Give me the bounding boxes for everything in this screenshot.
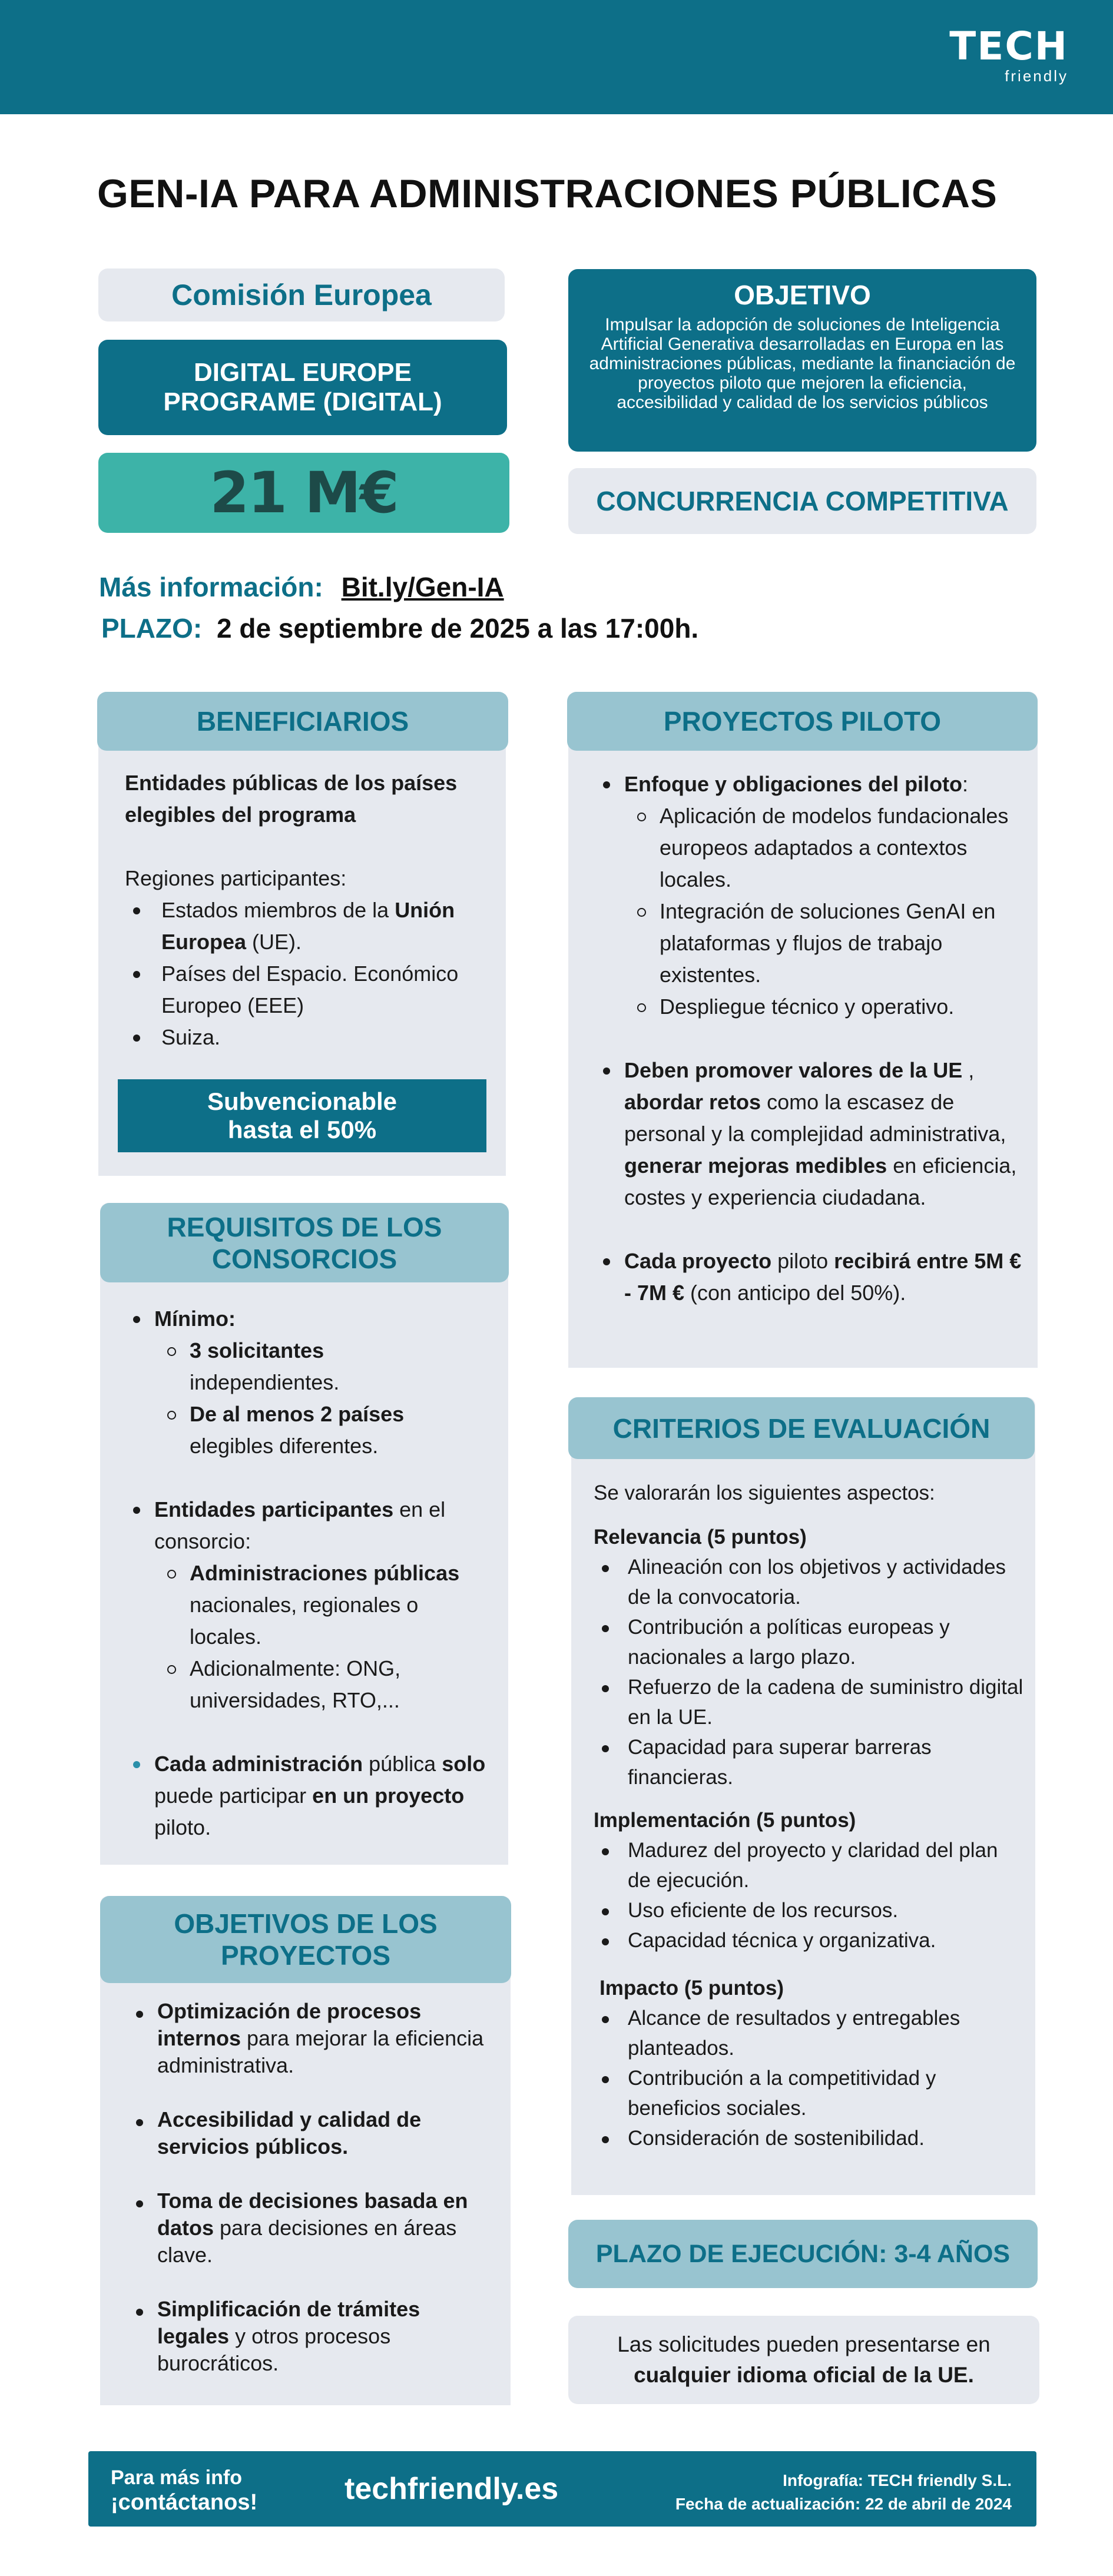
header-bar bbox=[0, 0, 1113, 114]
proy-bold: Deben promover valores de la UE bbox=[624, 1058, 963, 1082]
list-item: Aplicación de modelos fundacionales europeos adaptados a contextos locales. bbox=[624, 800, 1028, 896]
entity-label: Comisión Europea bbox=[171, 279, 432, 311]
list-item bbox=[128, 2296, 493, 2377]
programme-box bbox=[98, 340, 507, 435]
list-item: Alcance de resultados y entregables planteados. bbox=[594, 2003, 1023, 2063]
idioma-line-2: cualquier idioma oficial de la UE. bbox=[634, 2363, 974, 2387]
list-item bbox=[154, 1398, 496, 1462]
list-item: Refuerzo de la cadena de suministro digital en la UE. bbox=[594, 1672, 1023, 1732]
proy-text: , bbox=[962, 1058, 975, 1082]
programme-line-2: PROGRAME (DIGITAL) bbox=[163, 387, 442, 416]
idioma-line-1: Las solicitudes pueden presentarse en bbox=[617, 2332, 991, 2356]
list-item: Contribución a la competitividad y beneficios sociales. bbox=[594, 2063, 1023, 2123]
footer-bar bbox=[88, 2451, 1036, 2527]
beneficiarios-heading: BENEFICIARIOS bbox=[196, 706, 409, 737]
req-text: elegibles diferentes. bbox=[190, 1434, 379, 1458]
proy-bold: Enfoque y obligaciones del piloto bbox=[624, 772, 963, 796]
list-item: Países del Espacio. Económico Europeo (EEE) bbox=[125, 958, 490, 1022]
concurrencia-box bbox=[568, 468, 1036, 534]
region-bold: Unión Europea bbox=[161, 898, 455, 954]
proy-bold: abordar retos bbox=[624, 1090, 761, 1114]
requisitos-heading-box bbox=[100, 1203, 509, 1282]
regions-label: Regiones participantes: bbox=[125, 866, 347, 890]
footer-updated: Fecha de actualización: 22 de abril de 2024 bbox=[675, 2495, 1012, 2513]
proy-bold: recibirá entre 5M € - 7M € bbox=[624, 1249, 1022, 1305]
impacto-list bbox=[594, 2003, 1023, 2153]
list-item bbox=[125, 1748, 496, 1844]
page-title: GEN-IA PARA ADMINISTRACIONES PÚBLICAS bbox=[97, 171, 998, 216]
concurrencia-label: CONCURRENCIA COMPETITIVA bbox=[596, 486, 1009, 516]
req-text: en el consorcio: bbox=[154, 1497, 446, 1553]
req-bold: De al menos 2 países bbox=[190, 1402, 405, 1426]
proy-text: en eficiencia, costes y experiencia ciudadana. bbox=[624, 1153, 1017, 1209]
implementacion-list bbox=[594, 1835, 1023, 1955]
req-text: piloto. bbox=[154, 1815, 211, 1839]
list-item: Madurez del proyecto y claridad del plan de ejecución. bbox=[594, 1835, 1023, 1895]
footer-site-link[interactable]: techfriendly.es bbox=[344, 2472, 559, 2506]
list-item: Despliegue técnico y operativo. bbox=[624, 991, 1028, 1023]
list-item bbox=[125, 1494, 496, 1716]
programme-line-1: DIGITAL EUROPE bbox=[194, 358, 412, 387]
implementacion-title: Implementación (5 puntos) bbox=[594, 1809, 856, 1832]
objetivos-content bbox=[128, 1998, 493, 2377]
objetivos-heading-1: OBJETIVOS DE LOS bbox=[174, 1908, 438, 1939]
impacto-title: Impacto (5 puntos) bbox=[599, 1977, 784, 2000]
plazo-value: 2 de septiembre de 2025 a las 17:00h. bbox=[216, 613, 699, 644]
obj-bold: Accesibilidad y calidad de servicios públicos. bbox=[157, 2107, 422, 2159]
req-bold: Cada administración bbox=[154, 1752, 363, 1776]
minimo-label: Mínimo: bbox=[154, 1307, 236, 1331]
list-item bbox=[595, 1245, 1028, 1309]
info-line bbox=[99, 571, 504, 603]
objetivo-heading: OBJETIVO bbox=[734, 280, 871, 310]
footer-contact bbox=[111, 2465, 257, 2515]
footer-credit: Infografía: TECH friendly S.L. bbox=[783, 2471, 1012, 2489]
obj-bold: Toma de decisiones basada en datos bbox=[157, 2189, 468, 2240]
objetivos-heading-box bbox=[100, 1896, 511, 1983]
criterios-content bbox=[594, 1478, 1023, 2153]
req-text: independientes. bbox=[190, 1370, 340, 1394]
logo-main-text: TECH bbox=[949, 24, 1068, 69]
criterios-heading-box bbox=[568, 1397, 1035, 1459]
proy-bold: generar mejoras medibles bbox=[624, 1153, 887, 1178]
list-item bbox=[595, 1055, 1028, 1214]
list-item bbox=[595, 768, 1028, 1023]
beneficiarios-heading-box bbox=[97, 692, 508, 751]
req-text: pública bbox=[363, 1752, 442, 1776]
requisitos-heading-2: CONSORCIOS bbox=[211, 1243, 398, 1274]
proy-text: como la escasez de personal y la complejidad administrativa, bbox=[624, 1090, 1006, 1146]
list-item: Suiza. bbox=[125, 1022, 490, 1053]
logo-sub-text: friendly bbox=[1005, 67, 1068, 85]
req-bold: en un proyecto bbox=[312, 1783, 465, 1808]
req-bold: Administraciones públicas bbox=[190, 1561, 460, 1585]
obj-bold: Optimización de procesos internos bbox=[157, 1999, 422, 2050]
list-item: Adicionalmente: ONG, universidades, RTO,... bbox=[154, 1653, 496, 1716]
list-item: Capacidad para superar barreras financieras. bbox=[594, 1732, 1023, 1792]
entity-box bbox=[98, 268, 505, 321]
relevancia-title: Relevancia (5 puntos) bbox=[594, 1526, 807, 1549]
list-item: Contribución a políticas europeas y nacionales a largo plazo. bbox=[594, 1612, 1023, 1672]
objetivo-text: Impulsar la adopción de soluciones de Inteligencia Artificial Generativa desarrolladas en Europa en las administraciones públicas, mediante la financiación de proyectos piloto que mejoren la eficiencia, accesibilidad y calidad de los servicios públicos bbox=[589, 315, 1016, 412]
proyectos-heading-box bbox=[567, 692, 1038, 751]
list-item: Uso eficiente de los recursos. bbox=[594, 1895, 1023, 1925]
list-item bbox=[128, 2187, 493, 2269]
obj-bold: Simplificación de trámites legales bbox=[157, 2297, 420, 2348]
region-text: (UE). bbox=[246, 930, 302, 954]
techfriendly-logo[interactable] bbox=[949, 24, 1068, 85]
obj-text: y otros procesos burocráticos. bbox=[157, 2324, 391, 2375]
plazo-ejecucion-box bbox=[568, 2220, 1038, 2288]
footer-credits bbox=[675, 2469, 1012, 2516]
plazo-ejecucion-label: PLAZO DE EJECUCIÓN: 3-4 AÑOS bbox=[595, 2239, 1011, 2268]
proyectos-content bbox=[595, 768, 1028, 1309]
proy-text: (con anticipo del 50%). bbox=[684, 1281, 906, 1305]
req-bold: Entidades participantes bbox=[154, 1497, 394, 1521]
beneficiarios-intro-2: elegibles del programa bbox=[125, 803, 356, 827]
list-item: Alineación con los objetivos y actividades de la convocatoria. bbox=[594, 1552, 1023, 1612]
list-item bbox=[125, 894, 490, 958]
list-item: Consideración de sostenibilidad. bbox=[594, 2123, 1023, 2153]
proy-text: : bbox=[962, 772, 969, 796]
proy-bold: Cada proyecto bbox=[624, 1249, 772, 1273]
list-item: Capacidad técnica y organizativa. bbox=[594, 1925, 1023, 1955]
region-text: Estados miembros de la bbox=[161, 898, 395, 922]
req-text: puede participar bbox=[154, 1783, 313, 1808]
requisitos-heading-1: REQUISITOS DE LOS bbox=[167, 1211, 442, 1242]
badge-line-2: hasta el 50% bbox=[227, 1116, 377, 1143]
idioma-box bbox=[568, 2316, 1039, 2404]
info-label: Más información: bbox=[99, 572, 323, 602]
list-item bbox=[154, 1335, 496, 1398]
beneficiarios-content bbox=[125, 767, 490, 1053]
criterios-intro: Se valorarán los siguientes aspectos: bbox=[594, 1481, 935, 1504]
footer-info-line-1: Para más info bbox=[111, 2466, 242, 2489]
regions-list bbox=[125, 894, 490, 1053]
amount-value: 21 M€ bbox=[210, 460, 398, 526]
obj-text: para decisiones en áreas clave. bbox=[157, 2216, 457, 2267]
objetivo-box bbox=[568, 269, 1036, 452]
badge-line-1: Subvencionable bbox=[207, 1088, 398, 1115]
req-bold: solo bbox=[442, 1752, 486, 1776]
proy-text: piloto bbox=[771, 1249, 834, 1273]
beneficiarios-intro-1: Entidades públicas de los países bbox=[125, 771, 458, 795]
objetivos-heading-2: PROYECTOS bbox=[221, 1940, 390, 1971]
plazo-label: PLAZO: bbox=[101, 613, 203, 644]
subvencionable-badge bbox=[118, 1079, 486, 1152]
list-item bbox=[154, 1557, 496, 1653]
criterios-heading: CRITERIOS DE EVALUACIÓN bbox=[612, 1413, 991, 1444]
list-item bbox=[128, 1998, 493, 2079]
plazo-line bbox=[101, 612, 698, 644]
req-text: nacionales, regionales o locales. bbox=[190, 1593, 419, 1649]
list-item bbox=[128, 2106, 493, 2160]
obj-text: para mejorar la eficiencia administrativa. bbox=[157, 2026, 484, 2077]
info-link[interactable]: Bit.ly/Gen-IA bbox=[341, 572, 504, 602]
list-item bbox=[125, 1303, 496, 1462]
req-bold: 3 solicitantes bbox=[190, 1338, 324, 1362]
amount-box bbox=[98, 453, 509, 533]
proyectos-heading: PROYECTOS PILOTO bbox=[663, 706, 942, 737]
relevancia-list bbox=[594, 1552, 1023, 1792]
footer-info-line-2[interactable]: ¡contáctanos! bbox=[111, 2490, 258, 2515]
requisitos-content bbox=[125, 1303, 496, 1844]
list-item: Integración de soluciones GenAI en plataformas y flujos de trabajo existentes. bbox=[624, 896, 1028, 991]
